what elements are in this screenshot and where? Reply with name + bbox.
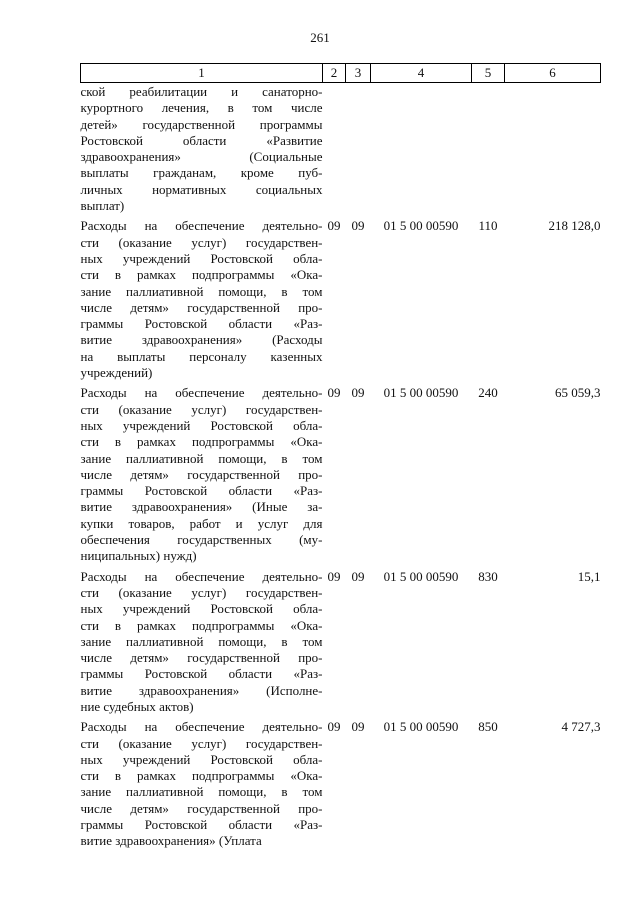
expense-type-code: 850 xyxy=(478,719,498,735)
target-item-code: 01 5 00 00590 xyxy=(383,218,459,234)
description-line: ных учреждений Ростовской обла- xyxy=(80,601,323,617)
subsection-code xyxy=(346,83,371,219)
description-line: витие здравоохранения» (Уплата xyxy=(80,833,262,849)
expense-description xyxy=(81,83,323,219)
amount-value: 218 128,0 xyxy=(548,218,601,234)
section-code: 09 xyxy=(327,218,341,234)
description-line: купки товаров, работ и услуг для xyxy=(80,515,323,531)
description-line: граммы Ростовской области «Раз- xyxy=(80,316,323,332)
expense-description xyxy=(81,569,323,720)
description-line: сти в рамках подпрограммы «Ока- xyxy=(80,768,323,784)
description-line: зание паллиативной помощи, в том xyxy=(80,633,323,649)
header-row xyxy=(81,64,601,83)
expense-type-code xyxy=(472,83,505,219)
expense-type-code: 240 xyxy=(478,385,498,401)
description-line: числе детям» государственной про- xyxy=(80,466,323,482)
expense-description xyxy=(81,385,323,568)
description-line: выплат) xyxy=(80,198,125,214)
description-line: сти в рамках подпрограммы «Ока- xyxy=(80,434,323,450)
subsection-code: 09 xyxy=(351,218,365,234)
description-line: граммы Ростовской области «Раз- xyxy=(80,666,323,682)
description-line: ных учреждений Ростовской обла- xyxy=(80,751,323,767)
description-line: Расходы на обеспечение деятельно- xyxy=(80,218,323,234)
description-line: Расходы на обеспечение деятельно- xyxy=(80,719,323,735)
description-line: зание паллиативной помощи, в том xyxy=(80,450,323,466)
description-line: сти (оказание услуг) государствен- xyxy=(80,584,323,600)
amount-value: 4 727,3 xyxy=(561,719,601,735)
description-line: здравоохранения» (Социальные xyxy=(80,149,323,165)
amount-value: 15,1 xyxy=(577,568,601,584)
amount-value xyxy=(505,83,601,219)
description-line: Расходы на обеспечение деятельно- xyxy=(80,568,323,584)
target-item-code: 01 5 00 00590 xyxy=(383,568,459,584)
description-line: граммы Ростовской области «Раз- xyxy=(80,483,323,499)
section-code xyxy=(323,83,346,219)
description-line: витие здравоохранения» (Расходы xyxy=(80,332,323,348)
description-line: числе детям» государственной про- xyxy=(80,650,323,666)
description-line: граммы Ростовской области «Раз- xyxy=(80,817,323,833)
description-line: Расходы на обеспечение деятельно- xyxy=(80,385,323,401)
column-header-6: 6 xyxy=(505,64,601,83)
description-line: сти (оказание услуг) государствен- xyxy=(80,735,323,751)
description-line: сти в рамках подпрограммы «Ока- xyxy=(80,617,323,633)
column-header-1: 1 xyxy=(81,64,323,83)
expense-type-code: 830 xyxy=(478,568,498,584)
description-line: сти в рамках подпрограммы «Ока- xyxy=(80,267,323,283)
subsection-code: 09 xyxy=(351,568,365,584)
expense-description xyxy=(81,719,323,853)
section-code: 09 xyxy=(327,719,341,735)
description-line: на выплаты персоналу казенных xyxy=(80,348,323,364)
page-number: 261 xyxy=(310,30,330,45)
description-line: учреждений) xyxy=(80,365,153,381)
description-line: курортного лечения, в том числе xyxy=(80,100,323,116)
description-line: витие здравоохранения» (Исполне- xyxy=(80,682,323,698)
table-header xyxy=(81,64,601,83)
amount-value: 65 059,3 xyxy=(555,385,601,401)
target-item-code: 01 5 00 00590 xyxy=(383,719,459,735)
description-line: личных нормативных социальных xyxy=(80,181,323,197)
description-line: числе детям» государственной про- xyxy=(80,299,323,315)
table-row xyxy=(81,218,601,385)
table-body xyxy=(81,83,601,854)
table-row xyxy=(81,719,601,853)
description-line: выплаты гражданам, кроме пуб- xyxy=(80,165,323,181)
table-row xyxy=(81,385,601,568)
subsection-code: 09 xyxy=(351,385,365,401)
column-header-5: 5 xyxy=(472,64,505,83)
table-row xyxy=(81,569,601,720)
subsection-code: 09 xyxy=(351,719,365,735)
column-header-2: 2 xyxy=(323,64,346,83)
section-code: 09 xyxy=(327,568,341,584)
description-line: витие здравоохранения» (Иные за- xyxy=(80,499,323,515)
description-line: зание паллиативной помощи, в том xyxy=(80,784,323,800)
description-line: обеспечения государственных (му- xyxy=(80,532,323,548)
description-line: детей» государственной программы xyxy=(80,116,323,132)
expense-description xyxy=(81,218,323,385)
column-header-3: 3 xyxy=(346,64,371,83)
description-line: числе детям» государственной про- xyxy=(80,800,323,816)
description-line: ние судебных актов) xyxy=(80,698,194,714)
budget-table xyxy=(80,63,601,854)
target-item-code: 01 5 00 00590 xyxy=(383,385,459,401)
description-line: ных учреждений Ростовской обла- xyxy=(80,417,323,433)
column-header-4: 4 xyxy=(371,64,472,83)
description-line: ниципальных) нужд) xyxy=(80,548,197,564)
target-item-code xyxy=(371,83,472,219)
description-line: зание паллиативной помощи, в том xyxy=(80,283,323,299)
description-line: сти (оказание услуг) государствен- xyxy=(80,401,323,417)
table-row xyxy=(81,83,601,219)
description-line: сти (оказание услуг) государствен- xyxy=(80,234,323,250)
section-code: 09 xyxy=(327,385,341,401)
description-line: ных учреждений Ростовской обла- xyxy=(80,250,323,266)
expense-type-code: 110 xyxy=(478,218,498,234)
description-line: Ростовской области «Развитие xyxy=(80,132,323,148)
description-line: ской реабилитации и санаторно- xyxy=(80,84,323,99)
